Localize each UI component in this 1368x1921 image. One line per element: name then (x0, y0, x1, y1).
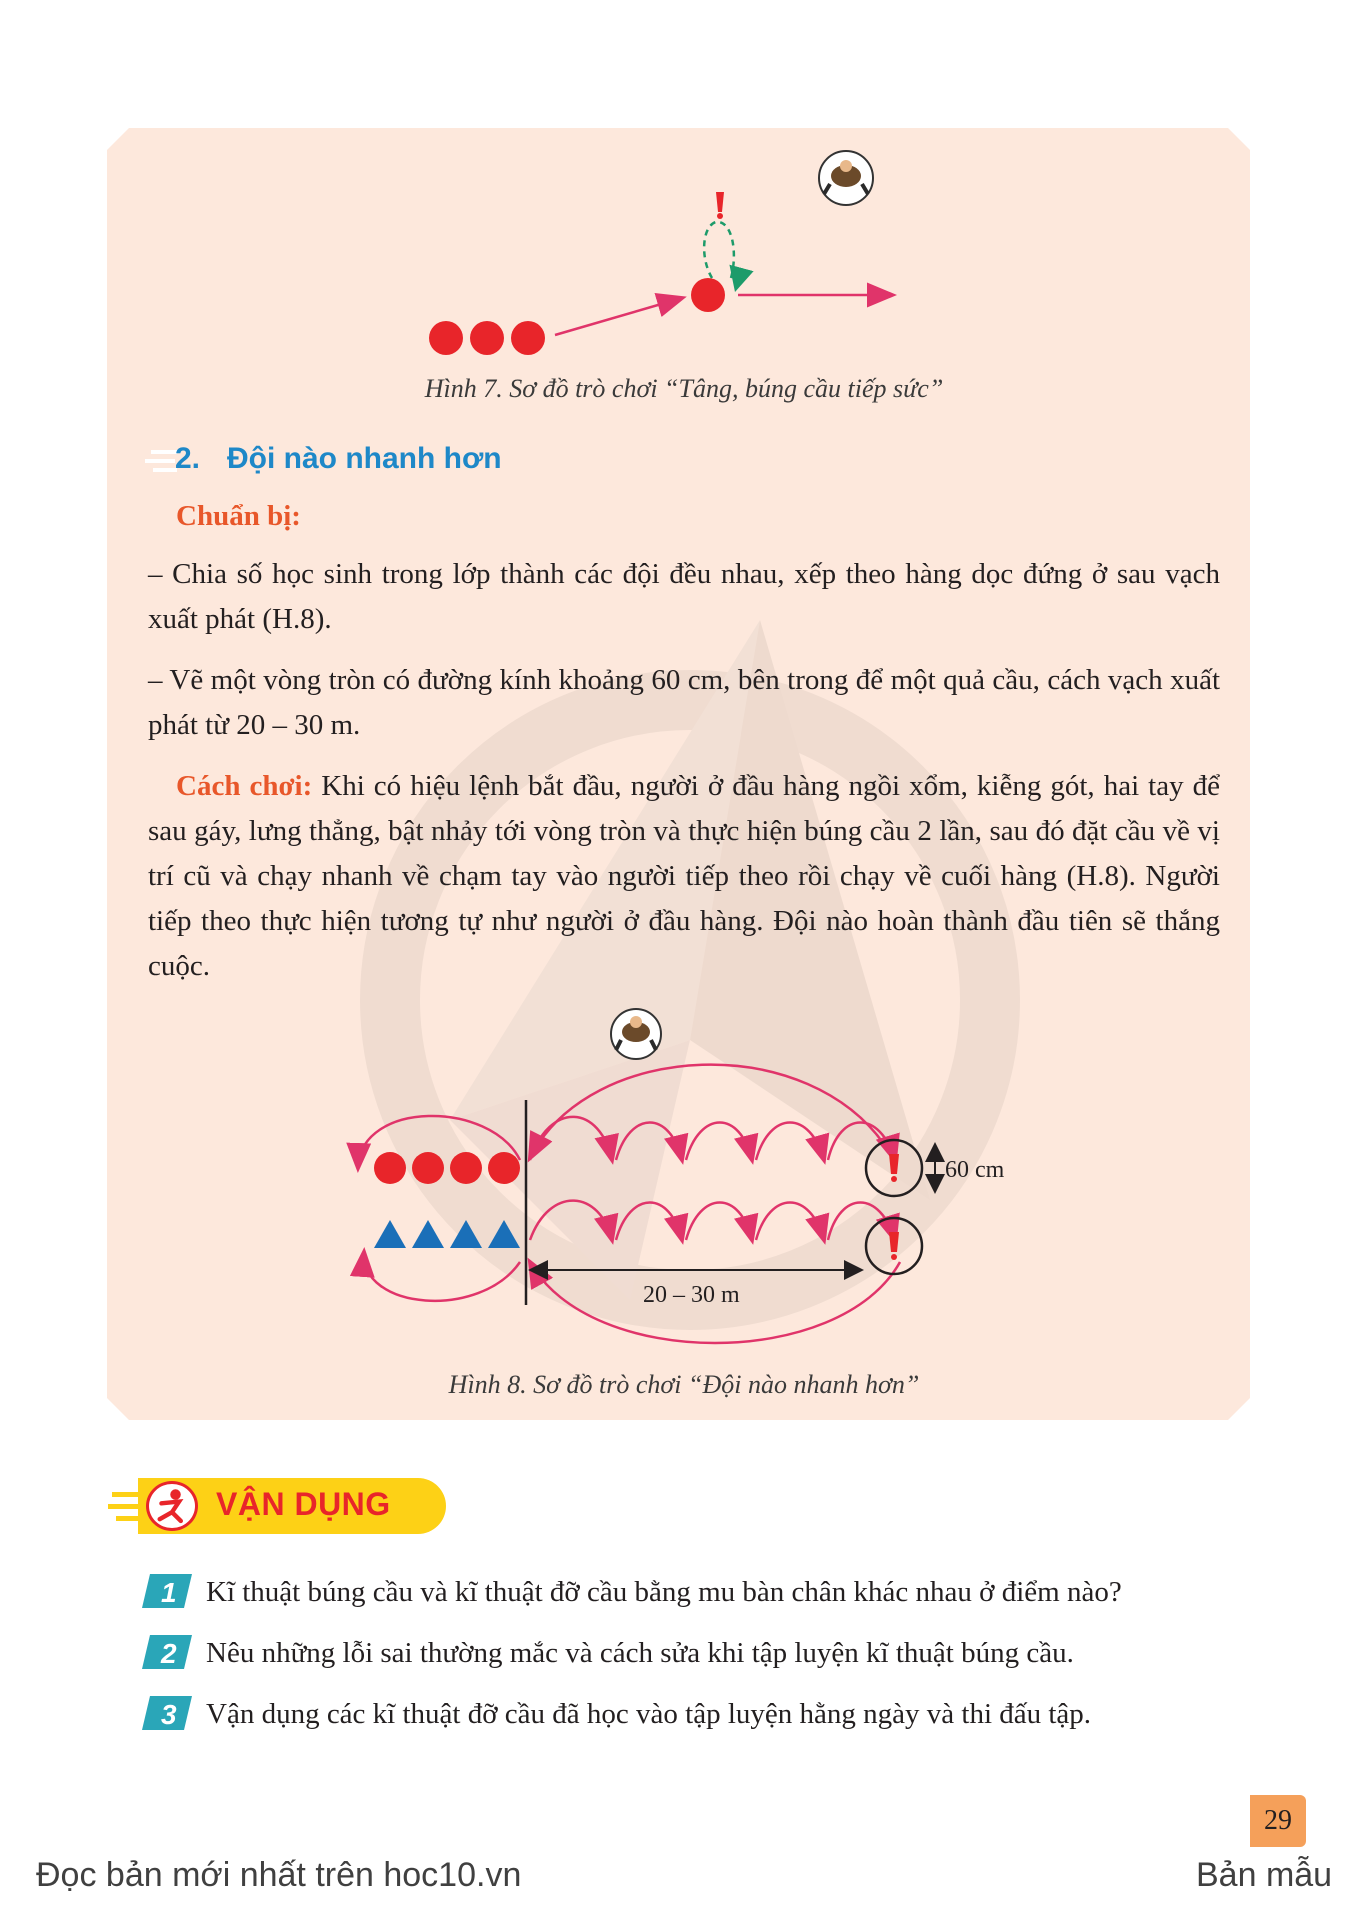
question-item (142, 1631, 1272, 1675)
howto-text: Khi có hiệu lệnh bắt đầu, người ở đầu hàng ngồi xổm, kiễng gót, hai tay để sau gáy, lưng thẳng, bật nhảy tới vòng tròn và thực hiện búng cầu 2 lần, sau đó đặt cầu về vị trí cũ và chạy nhanh về chạm tay vào người tiếp theo rồi chạy về cuối hàng (H.8). Người tiếp theo thực hiện tương tự như người ở đầu hàng. Đội nào hoàn thành đầu tiên sẽ thắng cuộc. (148, 770, 1220, 982)
figure7-diagram (420, 140, 920, 365)
red-team-hop-path (358, 1065, 895, 1168)
blue-team-hop-path (364, 1201, 900, 1343)
figure8-diagram (340, 1000, 1040, 1370)
target-circle-top (866, 1140, 922, 1196)
run-arrow (555, 298, 682, 335)
player-marker (412, 1152, 444, 1184)
section-heading (145, 442, 565, 482)
figure7-caption: Hình 7. Sơ đồ trò chơi “Tâng, búng cầu tiếp sức” (424, 374, 944, 403)
player-marker (450, 1152, 482, 1184)
shuttlecock-icon (716, 192, 724, 219)
question-text: Vận dụng các kĩ thuật đỡ cầu đã học vào tập luyện hằng ngày và thi đấu tập. (206, 1698, 1092, 1730)
apply-title: VẬN DỤNG (216, 1486, 391, 1522)
badge-number: 2 (161, 1638, 177, 1669)
section-number: 2. (175, 442, 201, 475)
footer-source-link[interactable]: Đọc bản mới nhất trên hoc10.vn (36, 1856, 522, 1894)
question-item (142, 1570, 1272, 1614)
prep-label: Chuẩn bị: (176, 500, 301, 532)
badge-number: 3 (161, 1699, 177, 1730)
howto-label: Cách chơi: (176, 770, 313, 802)
apply-banner (108, 1478, 448, 1536)
blue-team-players (374, 1220, 520, 1248)
section-title: Đội nào nhanh hơn (227, 442, 502, 475)
circle-diameter-label: 60 cm (945, 1157, 1005, 1183)
player-marker (470, 321, 504, 355)
player-marker (488, 1220, 520, 1248)
squat-player-icon (611, 1009, 661, 1059)
number-badge-icon (142, 1572, 196, 1610)
target-circle-bottom (866, 1218, 922, 1274)
team-players (429, 321, 545, 355)
red-team-players (374, 1152, 520, 1184)
player-marker (429, 321, 463, 355)
number-badge-icon (142, 1694, 196, 1732)
number-badge-icon (142, 1633, 196, 1671)
page-number: 29 (1250, 1795, 1306, 1847)
kick-dashed-path (704, 222, 734, 278)
question-item (142, 1692, 1272, 1736)
squat-player-icon (819, 151, 873, 205)
player-marker (374, 1152, 406, 1184)
runner-icon (146, 1481, 198, 1531)
player-marker (511, 321, 545, 355)
question-text: Nêu những lỗi sai thường mắc và cách sửa khi tập luyện kĩ thuật búng cầu. (206, 1637, 1074, 1669)
howto-paragraph (148, 764, 1220, 989)
footer-edition-label: Bản mẫu (1196, 1856, 1333, 1894)
speed-lines-icon (145, 448, 179, 476)
player-marker (412, 1220, 444, 1248)
distance-label: 20 – 30 m (643, 1282, 740, 1308)
prep-item-2: – Vẽ một vòng tròn có đường kính khoảng 60 cm, bên trong để một quả cầu, cách vạch xuất phát từ 20 – 30 m. (148, 664, 1220, 741)
player-marker (488, 1152, 520, 1184)
question-text: Kĩ thuật búng cầu và kĩ thuật đỡ cầu bằng mu bàn chân khác nhau ở điểm nào? (206, 1576, 1122, 1608)
figure8-caption: Hình 8. Sơ đồ trò chơi “Đội nào nhanh hơn” (448, 1370, 920, 1399)
player-marker (374, 1220, 406, 1248)
prep-item-1: – Chia số học sinh trong lớp thành các đội đều nhau, xếp theo hàng dọc đứng ở sau vạch xuất phát (H.8). (148, 558, 1220, 635)
active-player-marker (691, 278, 725, 312)
badge-number: 1 (161, 1577, 177, 1608)
player-marker (450, 1220, 482, 1248)
